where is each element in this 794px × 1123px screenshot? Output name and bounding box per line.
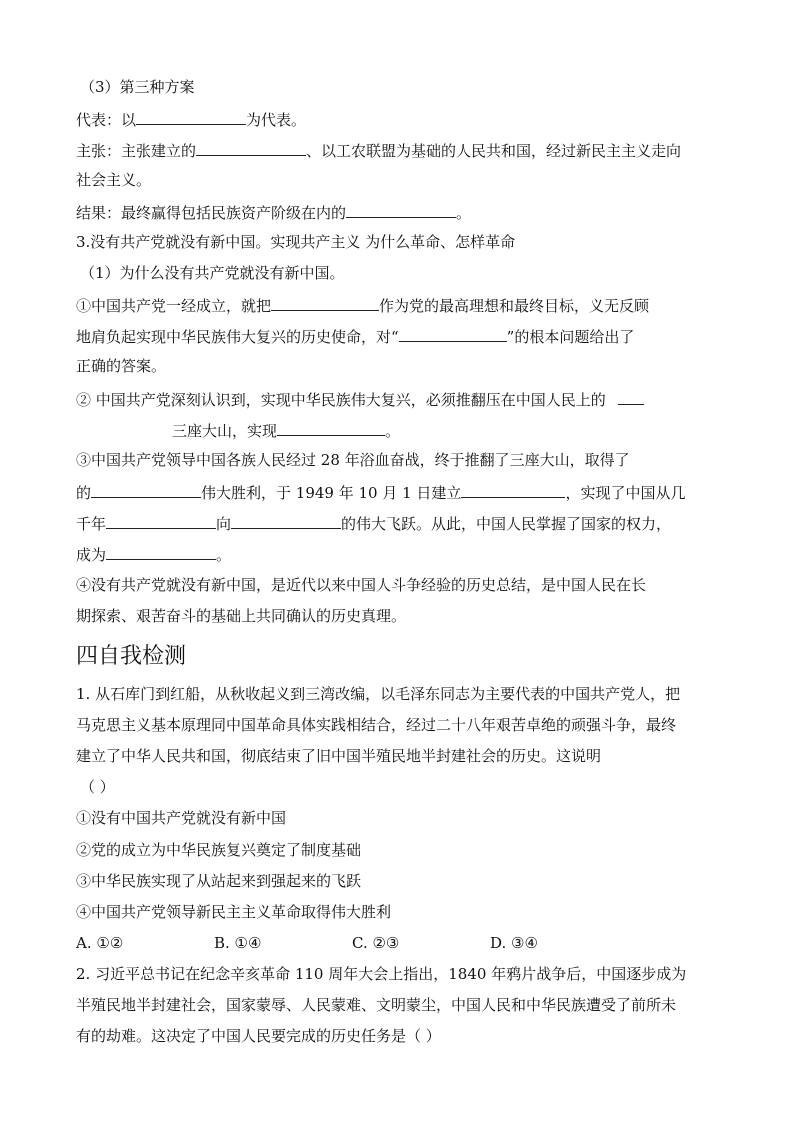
answer-blank[interactable] [231,512,341,529]
text: 为代表。 [246,111,307,129]
plan3-representative [76,108,724,130]
answer-blank[interactable] [136,108,246,125]
q1-statement: ③中华民族实现了从站起来到强起来的飞跃 [76,872,362,890]
item1-line3: 正确的答案。 [76,357,167,375]
item3-line3 [76,512,724,534]
text: ”的根本问题给出了 [506,328,635,346]
answer-blank[interactable] [346,201,456,218]
q1-answer-paren[interactable]: （ ） [80,778,115,796]
plan3-claim [76,139,724,161]
q1-statement: ④中国共产党领导新民主主义革命取得伟大胜利 [76,903,392,921]
answer-blank[interactable] [461,481,565,498]
item3-line4 [76,543,724,565]
answer-blank[interactable] [399,325,507,342]
text: 成为 [76,546,107,564]
plan3-title: （3）第三种方案 [80,78,195,96]
item4-line2: 期探索、艰苦奋斗的基础上共同确认的历史真理。 [76,607,407,625]
point3-sub1: （1）为什么没有共产党就没有新中国。 [80,264,345,282]
text: 向 [216,515,232,533]
item2-line2 [172,419,724,441]
answer-blank[interactable] [106,512,216,529]
text: 。 [385,422,401,440]
text: 结果：最终赢得包括民族资产阶级在内的 [76,204,347,222]
text: 主张：主张建立的 [76,142,197,160]
text: 千年 [76,515,107,533]
option-b[interactable]: B. ①④ [214,934,262,952]
text: 、以工农联盟为基础的人民共和国，经过新民主主义走向 [306,142,682,160]
text: ①中国共产党一经成立，就把 [76,297,272,315]
answer-blank[interactable] [271,294,379,311]
answer-blank[interactable] [106,543,216,560]
answer-blank[interactable] [91,481,201,498]
text: ② 中国共产党深刻认识到，实现中华民族伟大复兴，必须推翻压在中国人民上的 [76,391,606,409]
plan3-result [76,201,724,223]
text: 伟大胜利，于 1949 年 10 月 1 日建立 [201,484,462,502]
q1-statement: ①没有中国共产党就没有新中国 [76,809,287,827]
q2-line3: 有的劫难。这决定了中国人民要完成的历史任务是（ ） [76,1027,441,1045]
item1-line2 [76,325,724,347]
plan3-claim-cont: 社会主义。 [76,171,152,189]
option-c[interactable]: C. ②③ [352,934,400,952]
text: 作为党的最高理想和最终目标，义无反顾 [379,297,650,315]
q1-statement: ②党的成立为中华民族复兴奠定了制度基础 [76,841,362,859]
text: 的 [76,484,92,502]
section-heading: 四自我检测 [76,644,187,669]
point3-title: 3.没有共产党就没有新中国。实现共产主义 为什么革命、怎样革命 [76,233,516,251]
option-a[interactable]: A. ①② [76,934,124,952]
option-d[interactable]: D. ③④ [490,934,538,952]
text: 。 [456,204,472,222]
q2-line1: 2. 习近平总书记在纪念辛亥革命 110 周年大会上指出，1840 年鸦片战争后，中国逐步成为 [76,965,687,983]
text: 代表：以 [76,111,137,129]
q1-line2: 马克思主义基本原理同中国革命具体实践相结合，经过二十八年艰苦卓绝的顽强斗争，最终 [76,716,677,734]
item3-line2 [76,481,724,503]
answer-blank[interactable] [618,388,644,405]
text: ，实现了中国从几 [565,484,686,502]
answer-blank[interactable] [196,139,306,156]
text: 的伟大飞跃。从此，中国人民掌握了国家的权力， [341,515,672,533]
q2-line2: 半殖民地半封建社会，国家蒙辱、人民蒙难、文明蒙尘，中国人民和中华民族遭受了前所未 [76,996,677,1014]
text: 地肩负起实现中华民族伟大复兴的历史使命，对“ [76,328,399,346]
text: 三座大山，实现 [172,422,278,440]
answer-blank[interactable] [277,419,385,436]
item3-line1: ③中国共产党领导中国各族人民经过 28 年浴血奋战，终于推翻了三座大山，取得了 [76,451,630,469]
text: 。 [216,546,232,564]
item2-line1 [76,388,724,410]
item4-line1: ④没有共产党就没有新中国，是近代以来中国人斗争经验的历史总结，是中国人民在长 [76,576,647,594]
q1-line1: 1. 从石库门到红船，从秋收起义到三湾改编，以毛泽东同志为主要代表的中国共产党人，把 [76,685,681,703]
q1-line3: 建立了中华人民共和国，彻底结束了旧中国半殖民地半封建社会的历史。这说明 [76,747,602,765]
item1-line1 [76,294,724,316]
